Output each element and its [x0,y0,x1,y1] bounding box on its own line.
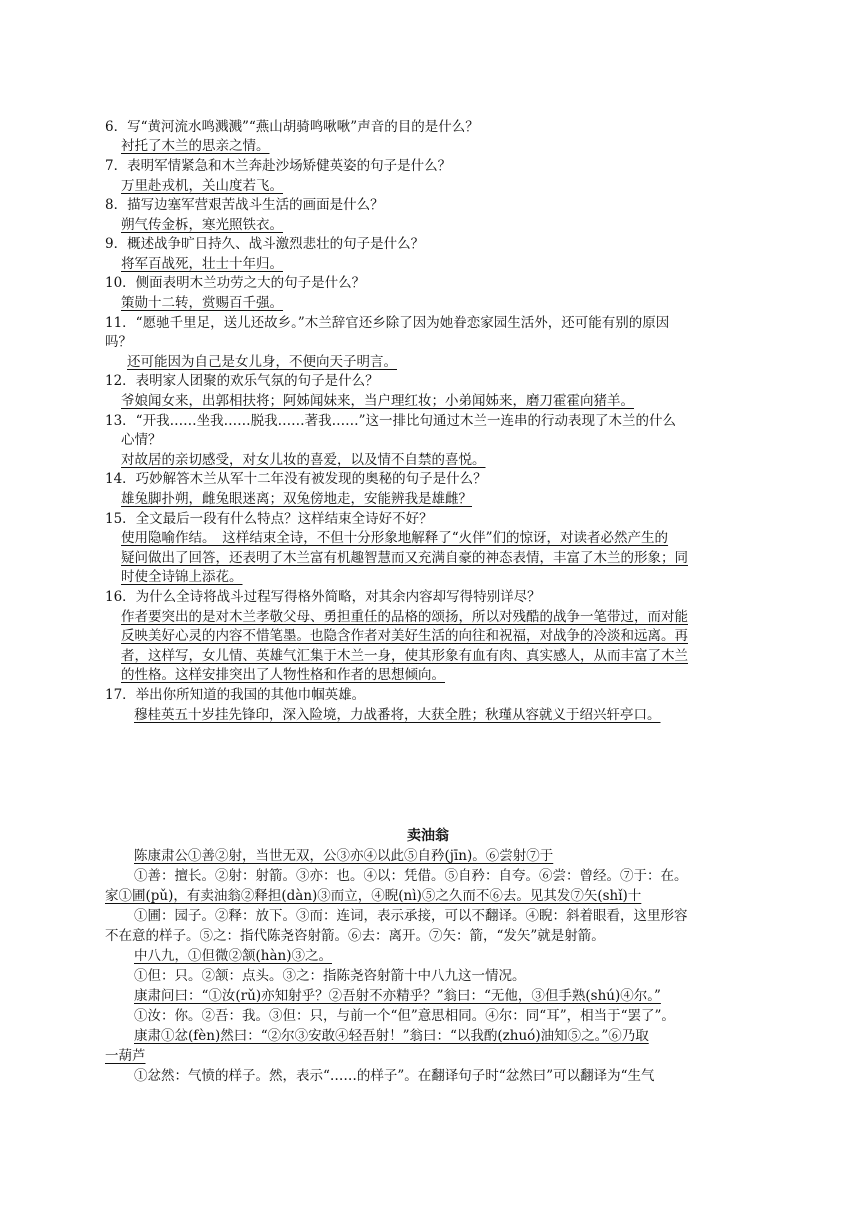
text-para-5-line1: 康肃①忿(fèn)然曰：“②尔③安敢④轻吾射！”翁曰：“以我酌(zhuó)油知⑤之。”⑥乃取 [134,1028,649,1044]
note-5: ①忿然：气愤的样子。然，表示“……的样子”。在翻译句子时“忿然曰”可以翻译为“生气 [134,1068,655,1084]
question-14: 14．巧妙解答木兰从军十二年没有被发现的奥秘的句子是什么？ [105,471,487,487]
question-15: 15．全文最后一段有什么特点？这样结束全诗好不好？ [105,511,433,527]
text-para-5-line2: 一葫芦 [105,1048,146,1064]
answer-14: 雄兔脚扑朔，雌兔眼迷离；双兔傍地走，安能辨我是雄雌？ [121,491,472,507]
question-9: 9．概述战争旷日持久、战斗激烈悲壮的句子是什么？ [105,236,425,252]
answer-16-line3: 者，这样写，女儿情、英雄气汇集于木兰一身，使其形象有血有肉、真实感人，从而丰富了木兰 [121,648,688,664]
question-16: 16．为什么全诗将战斗过程写得格外简略，对其余内容却写得特别详尽？ [105,589,541,605]
question-10: 10．侧面表明木兰功劳之大的句子是什么？ [105,275,366,291]
note-4: ①汝：你。②吾：我。③但：只，与前一个“但”意思相同。④尔：同“耳”，相当于“罢了”。 [134,1008,675,1024]
question-7: 7．表明军情紧急和木兰奔赴沙场矫健英姿的句子是什么？ [105,158,452,174]
answer-16-line2: 反映美好心灵的内容不惜笔墨。也隐含作者对美好生活的向往和祝福，对战争的冷淡和远离。再 [121,628,688,644]
answer-16-line4: 的性格。这样安排突出了人物性格和作者的思想倾向。 [121,667,445,683]
note-3: ①但：只。②颔：点头。③之：指陈尧咨射箭十中八九这一情况。 [134,968,526,984]
answer-6: 衬托了木兰的思亲之情。 [121,138,270,154]
text-para-1: 陈康肃公①善②射，当世无双，公③亦④以此⑤自矜(jīn)。⑥尝射⑦于 [134,848,554,864]
answer-10: 策勋十二转，赏赐百千强。 [121,295,283,311]
text-para-4: 康肃问曰：“①汝(rǔ)亦知射乎？②吾射不亦精乎？”翁曰：“无他，③但手熟(shú)④尔。” [134,988,661,1004]
answer-8: 朔气传金柝，寒光照铁衣。 [121,217,283,233]
answer-15-line2: 疑问做出了回答，还表明了木兰富有机趣智慧而又充满自豪的神态表情，丰富了木兰的形象；同 [121,550,688,566]
answer-11: 还可能因为自己是女儿身，不便向天子明言。 [127,354,397,370]
note-1: ①善：擅长。②射：射箭。③亦：也。④以：凭借。⑤自矜：自夸。⑥尝：曾经。⑦于：在。 [134,868,688,884]
question-11-cont: 吗？ [105,334,132,350]
answer-13: 对故居的亲切感受，对女儿妆的喜爱，以及情不自禁的喜悦。 [121,452,486,468]
question-13-cont: 心情？ [121,432,162,448]
text-para-3: 中八九，①但微②颔(hàn)③之。 [134,948,332,964]
question-11: 11．“愿驰千里足，送儿还故乡。”木兰辞官还乡除了因为她眷恋家园生活外，还可能有别的原因 [105,315,670,331]
note-2-line2: 不在意的样子。⑤之：指代陈尧咨射箭。⑥去：离开。⑦矢：箭，“发矢”就是射箭。 [105,928,605,944]
answer-12: 爷娘闻女来，出郭相扶将；阿姊闻妹来，当户理红妆；小弟闻姊来，磨刀霍霍向猪羊。 [121,393,634,409]
question-17: 17．举出你所知道的我国的其他巾帼英雄。 [105,687,366,703]
note-2-line1: ①圃：园子。②释：放下。③而：连词，表示承接，可以不翻译。④睨：斜着眼看，这里形容 [134,908,688,924]
answer-16-line1: 作者要突出的是对木兰孝敬父母、勇担重任的品格的颂扬，所以对残酷的战争一笔带过，而对能 [121,609,688,625]
answer-7: 万里赴戎机，关山度若飞。 [121,178,283,194]
question-12: 12．表明家人团聚的欢乐气氛的句子是什么？ [105,373,379,389]
question-8: 8．描写边塞军营艰苦战斗生活的画面是什么？ [105,197,384,213]
question-13: 13．“开我……坐我……脱我……著我……”这一排比句通过木兰一连串的行动表现了木兰的什么 [105,413,676,429]
answer-17: 穆桂英五十岁挂先锋印，深入险境，力战番将，大获全胜；秋瑾从容就义于绍兴轩亭口。 [134,707,661,723]
section-title: 卖油翁 [407,828,449,844]
answer-9: 将军百战死，壮士十年归。 [121,256,283,272]
answer-15-line3: 时使全诗锦上添花。 [121,569,243,585]
text-para-2: 家①圃(pǔ)，有卖油翁②释担(dàn)③而立，④睨(nì)⑤之久而不⑥去。见其发⑦矢(shǐ)十 [105,888,642,904]
answer-15-line1: 使用隐喻作结。 这样结束全诗，不但十分形象地解释了“火伴”们的惊讶，对读者必然产生的 [121,530,669,546]
question-6: 6．写“黄河流水鸣溅溅”“燕山胡骑鸣啾啾”声音的目的是什么？ [105,119,479,135]
